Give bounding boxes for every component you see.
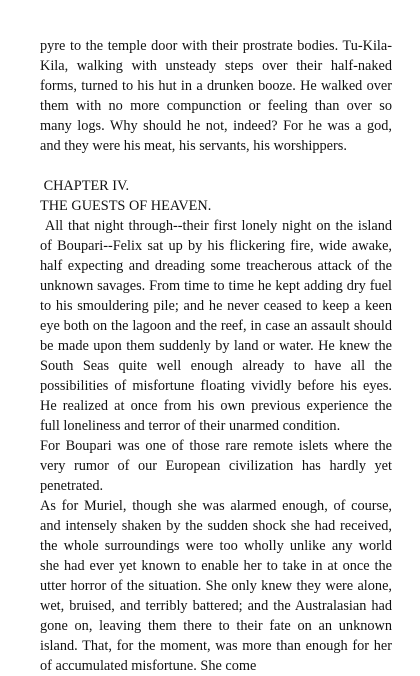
chapter-title: THE GUESTS OF HEAVEN.: [40, 198, 212, 214]
paragraph-muriel: As for Muriel, though she was alarmed enough, of course, and intensely shaken by the sudden shock she had received, the whole surroundings were too wholly unlike any world she had ever yet known to enable her to take in at once the utter horror of the situation. She only knew they were alone, wet, bruised, and terribly battered; and the Australasian had gone on, leaving them there to their fate on an unknown island. That, for the moment, was more than enough for her of accumulated misfortune. She come: [40, 498, 392, 674]
book-page: [40, 36, 396, 676]
paragraph-felix-night: All that night through--their first lonely night on the island of Boupari--Felix sat up by his flickering fire, wide awake, half expecting and dreading some treacherous attack of the unknown savages. From time to time he kept adding dry fuel to his smouldering pile; and he never ceased to keep a keen eye both on the lagoon and the reef, in case an assault should be made upon them suddenly by land or water. He knew the South Seas quite well enough already to have all the possibilities of misfortune floating vividly before his eyes. He realized at once from his own previous experience the full loneliness and terror of their unarmed condition.: [40, 218, 396, 434]
paragraph-boupari: For Boupari was one of those rare remote islets where the very rumor of our European civilization has hardly yet penetrated.: [40, 438, 392, 494]
section-gap: [40, 156, 392, 176]
paragraph-opening: pyre to the temple door with their prostrate bodies. Tu-Kila-Kila, walking with unsteady steps over their half-naked forms, turned to his hut in a drunken booze. He walked over them with no more compunction or feeling than over so many logs. Why should he not, indeed? For he was a god, and they were his meat, his servants, his worshippers.: [40, 38, 392, 154]
chapter-number: CHAPTER IV.: [40, 178, 130, 194]
